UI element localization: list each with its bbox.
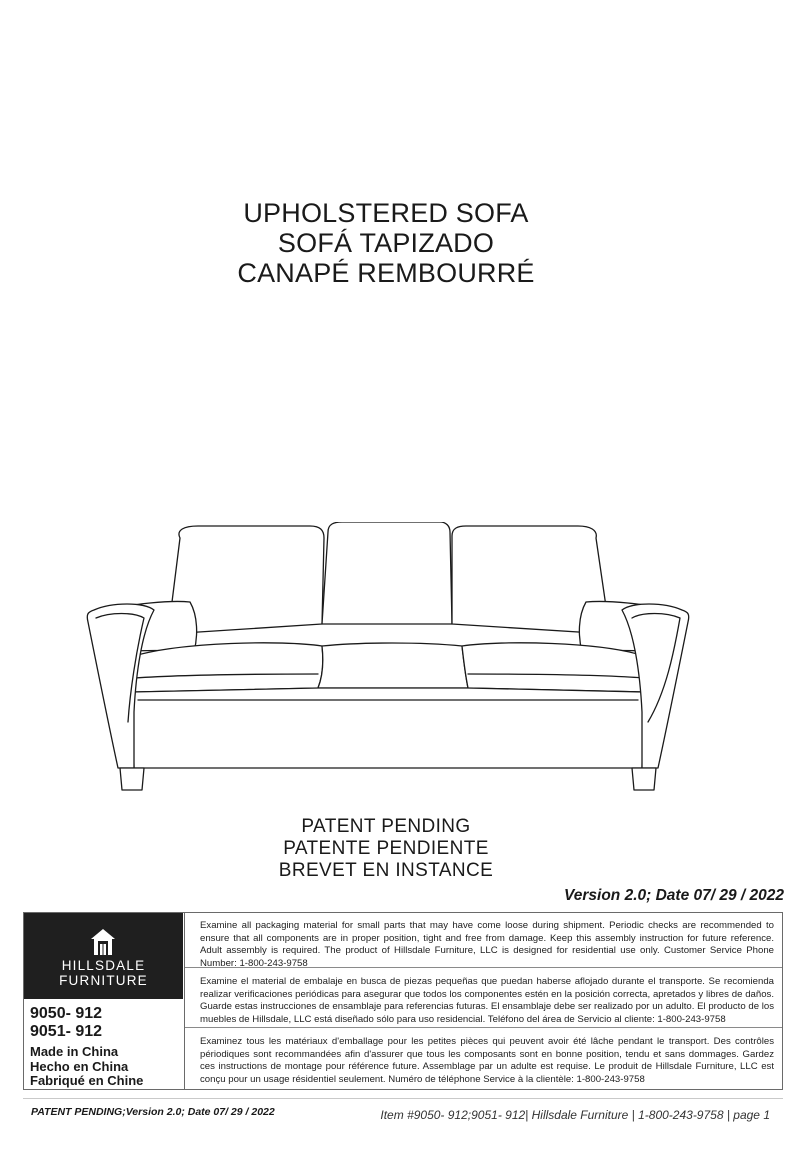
brand-panel <box>24 913 185 1089</box>
notice-english: Examine all packaging material for small parts that may have come loose during shipment. Periodic checks are recommended to ensure that all components are in proper position, tight and free from damage. Keep this assembly instruction for future reference. Adult assembly is required. The product of Hillsdale Furniture, LLC is designed for residential use only. Customer Service Phone Number: 1-800-243-9758 <box>185 913 782 968</box>
model-numbers <box>30 1005 102 1041</box>
logo-text-furniture: FURNITURE <box>59 973 148 988</box>
info-box <box>23 912 783 1090</box>
seat-cushion-left <box>134 643 323 692</box>
notices-panel <box>185 913 782 1089</box>
title-spanish: SOFÁ TAPIZADO <box>277 228 495 258</box>
footer-divider <box>23 1098 783 1099</box>
sofa-illustration <box>82 522 694 792</box>
model-number: 9051- 912 <box>30 1023 103 1040</box>
seat-cushion-right <box>462 643 644 692</box>
back-cushion-middle <box>322 522 452 624</box>
patent-french: BREVET EN INSTANCE <box>278 860 494 881</box>
patent-spanish: PATENTE PENDIENTE <box>283 838 489 859</box>
sofa-leg-right <box>632 768 656 790</box>
version-label: Version 2.0; Date 07/ 29 / 2022 <box>564 887 784 904</box>
logo-text-hillsdale: HILLSDALE <box>61 958 146 973</box>
sofa-leg-left <box>120 768 144 790</box>
patent-english: PATENT PENDING <box>301 816 471 837</box>
origin-spanish: Hecho en China <box>30 1058 129 1074</box>
seat-cushion-middle <box>318 643 468 688</box>
model-number: 9050- 912 <box>30 1005 103 1022</box>
title-english: UPHOLSTERED SOFA <box>243 198 529 228</box>
notice-spanish: Examine el material de embalaje en busca de piezas pequeñas que puedan haberse aflojado durante el transporte. Se recomienda realizar verificaciones periódicas para asegurar que todos los componentes estén en la posición correcta, apretados y libres de daños. Guarde estas instrucciones de ensamblaje para referencias futuras. El ensamblaje debe ser realizado por un adulto. El producto de los muebles de Hillsdale, LLC está diseñado sólo para uso residencial. Teléfono del área de Servicio al cliente: 1-800-243-9758 <box>185 968 782 1028</box>
notice-french: Examinez tous les matériaux d'emballage pour les petites pièces qui peuvent avoir été lâche pendant le transport. Des contrôles périodiques sont recommandées afin d'assurer que tous les composants sont en bonne position, tendu et sans dommages. Gardez ces instructions de montage pour référence future. Assemblage par un adulte est requise. Le produit de Hillsdale Furniture, LLC est conçu pour un usage résidentiel seulement. Numéro de téléphone Service à la clientèle: 1-800-243-9758 <box>200 1036 774 1085</box>
house-icon <box>90 928 116 956</box>
origin-french: Fabriqué en Chine <box>30 1073 144 1088</box>
patent-notice <box>0 816 772 882</box>
hillsdale-logo <box>24 913 183 999</box>
origin-english: Made in China <box>30 1044 119 1059</box>
title-french: CANAPÉ REMBOURRÉ <box>237 258 535 288</box>
footer-item-info: Item #9050- 912;9051- 912| Hillsdale Furniture | 1-800-243-9758 | page 1 <box>380 1108 770 1122</box>
document-title <box>0 198 772 288</box>
country-of-origin <box>30 1045 143 1089</box>
footer-patent-version: PATENT PENDING;Version 2.0; Date 07/ 29 / 2022 <box>31 1106 275 1118</box>
